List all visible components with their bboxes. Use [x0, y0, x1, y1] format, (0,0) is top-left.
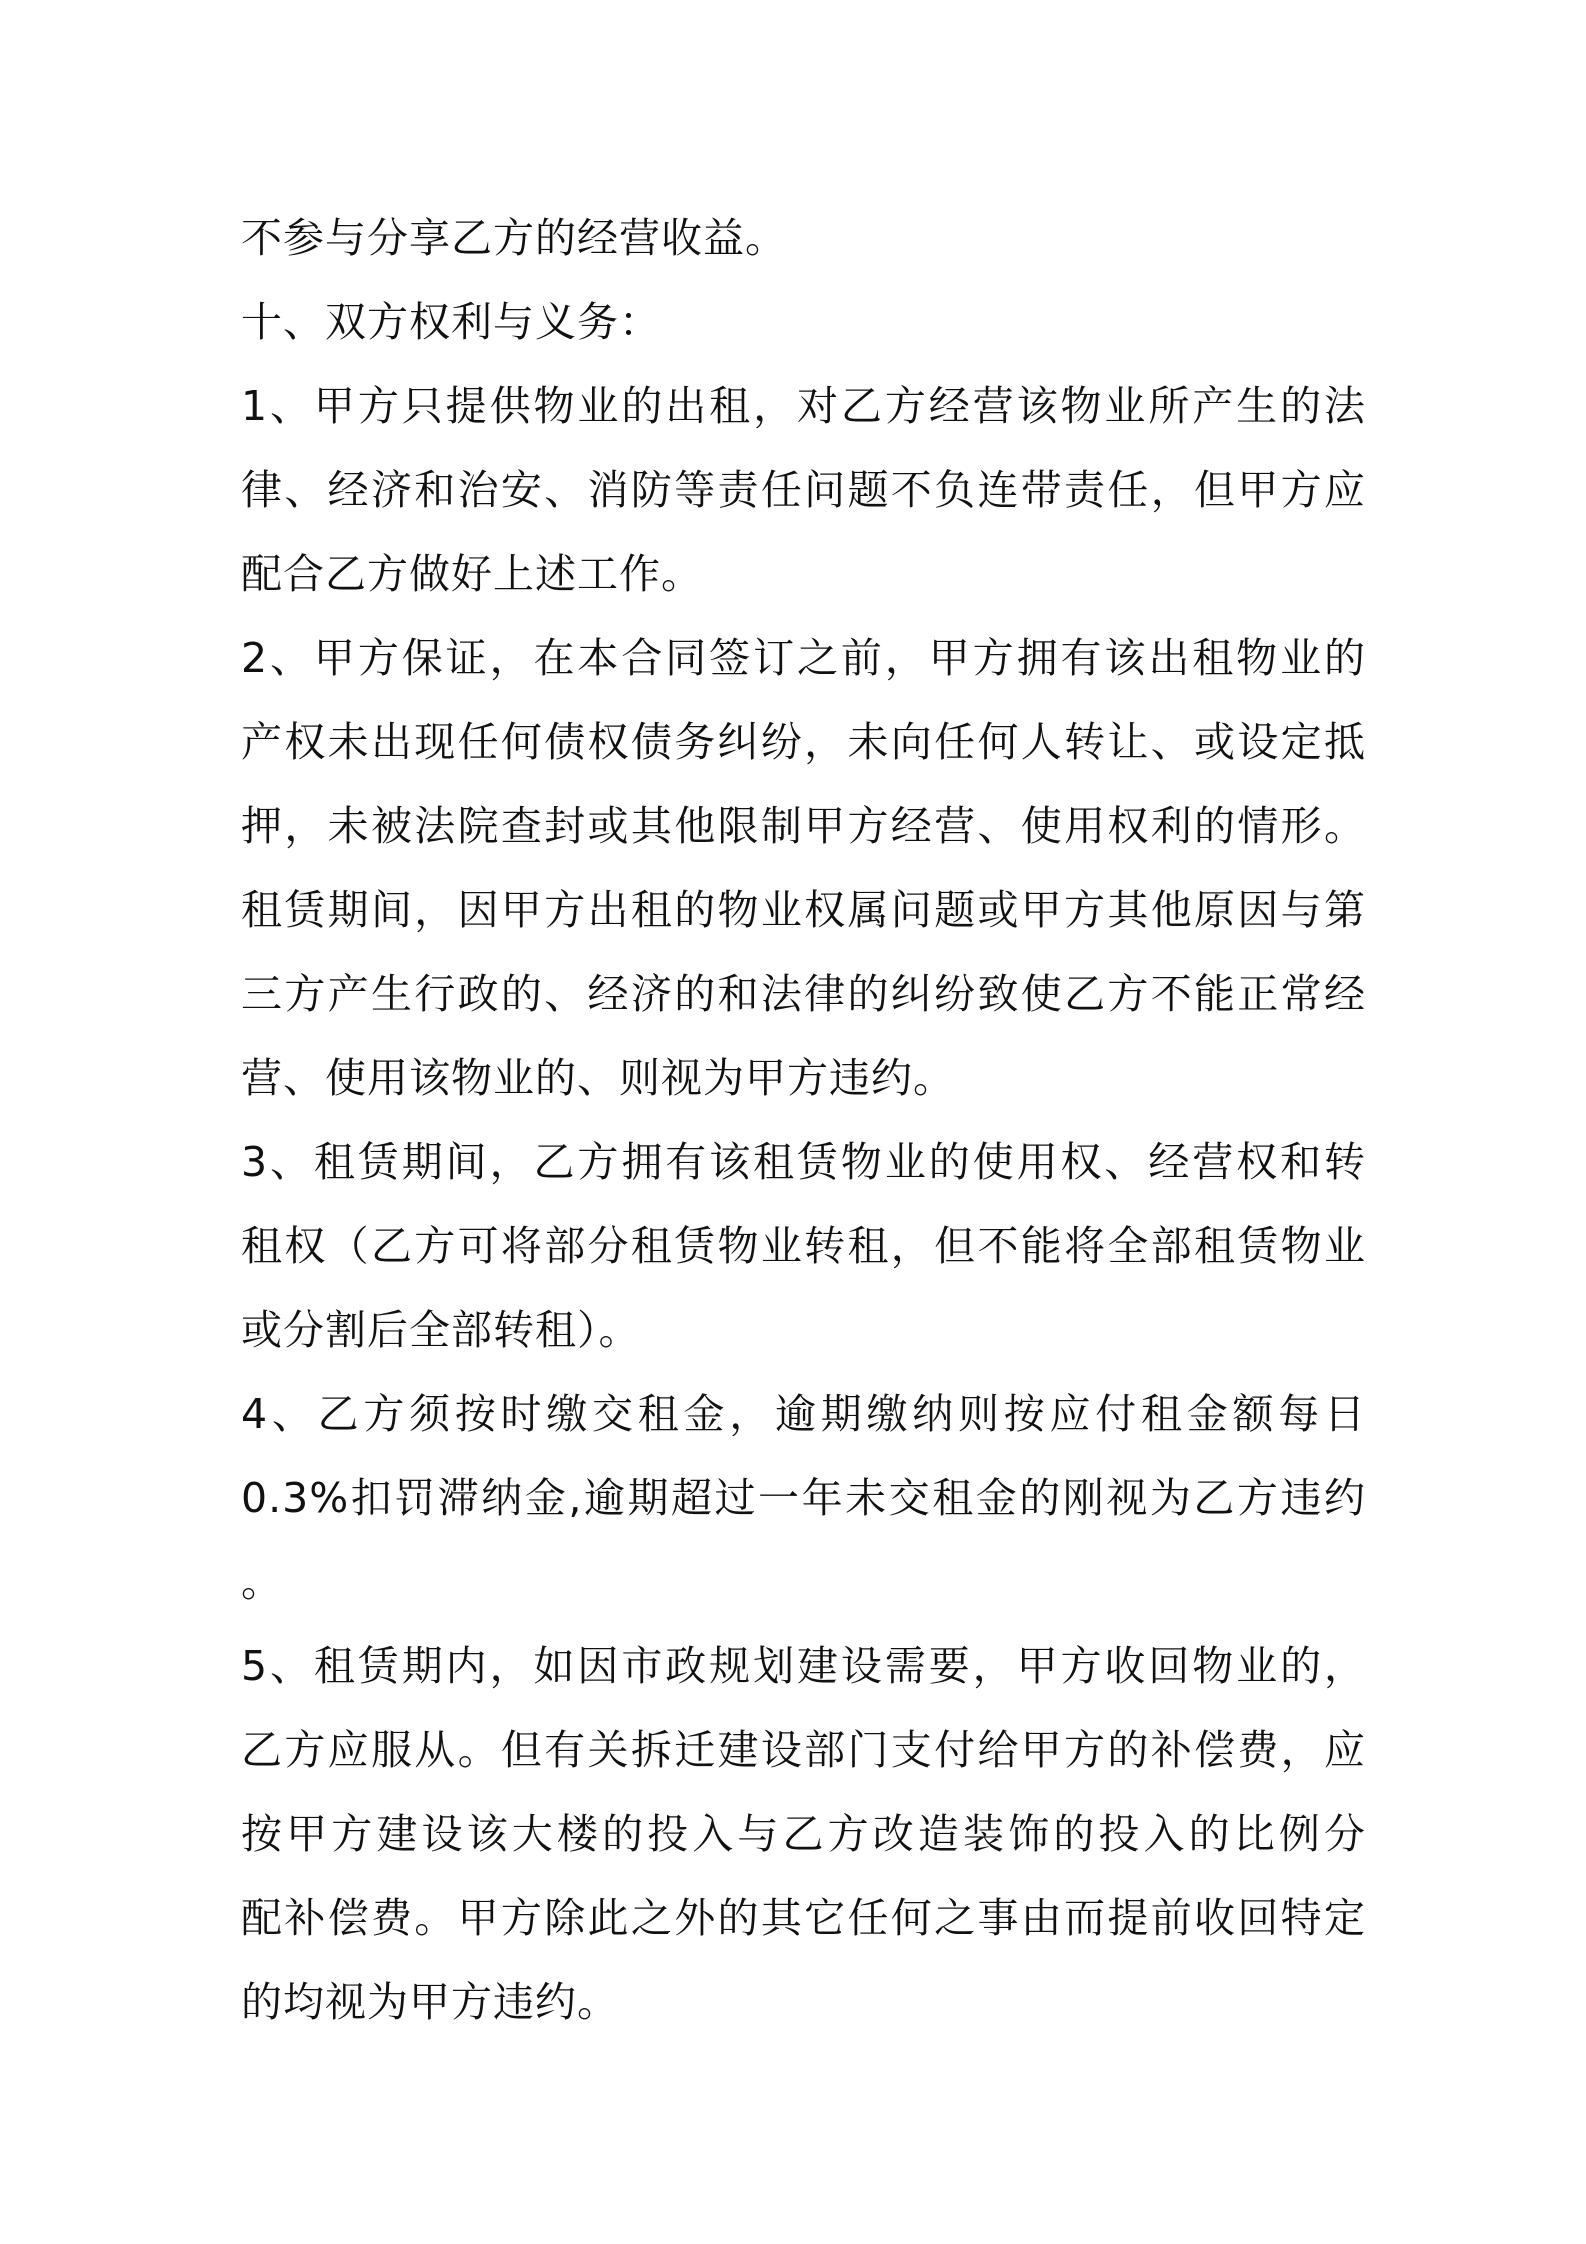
text-line: 三方产生行政的、经济的和法律的纠纷致使乙方不能正常经	[241, 970, 1366, 1018]
text-line: 配补偿费。甲方除此之外的其它任何之事由而提前收回特定	[241, 1894, 1366, 1942]
text-line: 租权（乙方可将部分租赁物业转租，但不能将全部租赁物业	[241, 1222, 1366, 1270]
text-line: 产权未出现任何债权债务纠纷，未向任何人转让、或设定抵	[241, 718, 1366, 766]
text-line: 。	[241, 1558, 283, 1606]
text-line: 0.3%扣罚滞纳金,逾期超过一年未交租金的刚视为乙方违约	[241, 1474, 1366, 1522]
text-line: 押，未被法院查封或其他限制甲方经营、使用权利的情形。	[241, 802, 1366, 850]
document-body	[241, 196, 1366, 2044]
text-line: 律、经济和治安、消防等责任问题不负连带责任，但甲方应	[241, 466, 1366, 514]
text-line: 5、租赁期内，如因市政规划建设需要，甲方收回物业的，	[241, 1642, 1366, 1690]
section-heading: 十、双方权利与义务：	[241, 298, 661, 346]
text-line: 不参与分享乙方的经营收益。	[241, 214, 787, 262]
text-line: 的均视为甲方违约。	[241, 1978, 619, 2026]
text-line: 租赁期间，因甲方出租的物业权属问题或甲方其他原因与第	[241, 886, 1366, 934]
text-line: 3、租赁期间，乙方拥有该租赁物业的使用权、经营权和转	[241, 1138, 1366, 1186]
text-line: 1、甲方只提供物业的出租，对乙方经营该物业所产生的法	[241, 382, 1366, 430]
text-line: 2、甲方保证，在本合同签订之前，甲方拥有该出租物业的	[241, 634, 1366, 682]
text-line: 按甲方建设该大楼的投入与乙方改造装饰的投入的比例分	[241, 1810, 1366, 1858]
text-line: 配合乙方做好上述工作。	[241, 550, 703, 598]
text-line: 或分割后全部转租）。	[241, 1306, 641, 1354]
text-line: 乙方应服从。但有关拆迁建设部门支付给甲方的补偿费，应	[241, 1726, 1366, 1774]
text-line: 营、使用该物业的、则视为甲方违约。	[241, 1054, 955, 1102]
text-line: 4、乙方须按时缴交租金，逾期缴纳则按应付租金额每日	[241, 1390, 1366, 1438]
